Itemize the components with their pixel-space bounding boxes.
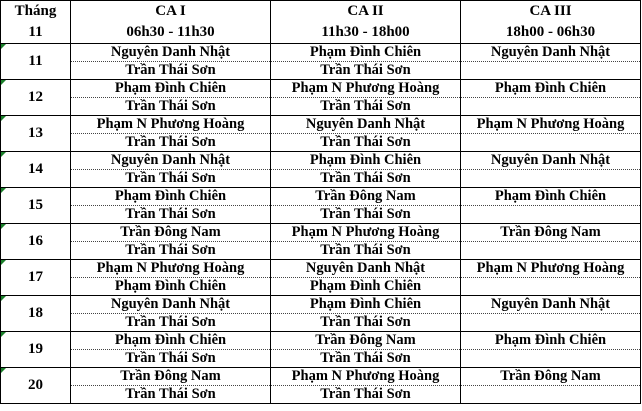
shift-3-cell[interactable]: Phạm Đình Chiên	[461, 188, 641, 206]
table-row	[1, 350, 641, 368]
day-cell[interactable]	[1, 332, 71, 368]
table-row	[1, 332, 641, 350]
shift-2-secondary-cell[interactable]: Trần Thái Sơn	[271, 386, 461, 404]
shift-2-secondary-cell[interactable]: Trần Thái Sơn	[271, 62, 461, 80]
table-row	[1, 62, 641, 80]
cell-marker-icon	[1, 152, 6, 157]
shift-3-cell[interactable]: Phạm Đình Chiên	[461, 80, 641, 98]
table-row	[1, 278, 641, 296]
shift-3-cell[interactable]: Phạm N Phương Hoàng	[461, 260, 641, 278]
day-number: 18	[28, 305, 43, 321]
day-number: 13	[28, 125, 43, 141]
shift-1-primary-cell[interactable]: Phạm N Phương Hoàng	[71, 116, 271, 134]
header-row-times	[1, 22, 641, 44]
day-number: 20	[28, 377, 43, 393]
shift-2-secondary-cell[interactable]: Trần Thái Sơn	[271, 98, 461, 116]
shift-1-secondary-cell[interactable]: Trần Thái Sơn	[71, 386, 271, 404]
cell-marker-icon	[1, 296, 6, 301]
shift-3-cell[interactable]: Phạm Đình Chiên	[461, 332, 641, 350]
shift-1-secondary-cell[interactable]: Trần Thái Sơn	[71, 170, 271, 188]
table-row	[1, 80, 641, 98]
header-row-names	[1, 1, 641, 23]
shift-3-empty-cell[interactable]	[461, 278, 641, 296]
shift-1-primary-cell[interactable]: Nguyên Danh Nhật	[71, 44, 271, 62]
day-cell[interactable]	[1, 368, 71, 404]
table-row	[1, 188, 641, 206]
table-row	[1, 260, 641, 278]
shift-2-secondary-cell[interactable]: Trần Thái Sơn	[271, 134, 461, 152]
shift-2-secondary-cell[interactable]: Trần Thái Sơn	[271, 350, 461, 368]
shift-1-primary-cell[interactable]: Trần Đông Nam	[71, 368, 271, 386]
shift-2-primary-cell[interactable]: Phạm Đình Chiên	[271, 296, 461, 314]
schedule-body	[1, 1, 641, 404]
shift-2-primary-cell[interactable]: Phạm Đình Chiên	[271, 44, 461, 62]
shift-1-secondary-cell[interactable]: Phạm Đình Chiên	[71, 278, 271, 296]
shift-3-time[interactable]: 18h00 - 06h30	[461, 22, 641, 44]
shift-1-primary-cell[interactable]: Nguyên Danh Nhật	[71, 152, 271, 170]
shift-1-primary-cell[interactable]: Nguyên Danh Nhật	[71, 296, 271, 314]
cell-marker-icon	[1, 80, 6, 85]
shift-3-cell[interactable]: Phạm N Phương Hoàng	[461, 116, 641, 134]
table-row	[1, 170, 641, 188]
shift-2-secondary-cell[interactable]: Trần Thái Sơn	[271, 314, 461, 332]
shift-3-empty-cell[interactable]	[461, 134, 641, 152]
shift-1-secondary-cell[interactable]: Trần Thái Sơn	[71, 206, 271, 224]
table-row	[1, 386, 641, 404]
month-label[interactable]: Tháng	[1, 1, 71, 23]
shift-1-primary-cell[interactable]: Phạm Đình Chiên	[71, 332, 271, 350]
cell-marker-icon	[1, 332, 6, 337]
shift-3-cell[interactable]: Nguyên Danh Nhật	[461, 296, 641, 314]
shift-3-empty-cell[interactable]	[461, 170, 641, 188]
day-number: 15	[28, 197, 43, 213]
table-row	[1, 224, 641, 242]
shift-3-empty-cell[interactable]	[461, 350, 641, 368]
day-cell[interactable]	[1, 224, 71, 260]
shift-1-secondary-cell[interactable]: Trần Thái Sơn	[71, 98, 271, 116]
month-value[interactable]: 11	[1, 22, 71, 44]
shift-2-primary-cell[interactable]: Phạm N Phương Hoàng	[271, 80, 461, 98]
day-cell[interactable]	[1, 116, 71, 152]
day-number: 12	[28, 89, 43, 105]
table-row	[1, 296, 641, 314]
day-number: 11	[28, 53, 43, 69]
shift-2-primary-cell[interactable]: Nguyên Danh Nhật	[271, 260, 461, 278]
cell-marker-icon	[1, 116, 6, 121]
day-number: 17	[28, 269, 43, 285]
shift-3-cell[interactable]: Nguyên Danh Nhật	[461, 44, 641, 62]
table-row	[1, 44, 641, 62]
day-cell[interactable]	[1, 152, 71, 188]
shift-2-secondary-cell[interactable]: Trần Thái Sơn	[271, 206, 461, 224]
shift-1-secondary-cell[interactable]: Trần Thái Sơn	[71, 242, 271, 260]
cell-marker-icon	[1, 368, 6, 373]
shift-1-time[interactable]: 06h30 - 11h30	[71, 22, 271, 44]
day-cell[interactable]	[1, 188, 71, 224]
shift-3-empty-cell[interactable]	[461, 62, 641, 80]
shift-3-cell[interactable]: Trần Đông Nam	[461, 224, 641, 242]
shift-1-primary-cell[interactable]: Phạm Đình Chiên	[71, 80, 271, 98]
cell-marker-icon	[1, 44, 6, 49]
shift-1-secondary-cell[interactable]: Trần Thái Sơn	[71, 314, 271, 332]
shift-1-primary-cell[interactable]: Phạm N Phương Hoàng	[71, 260, 271, 278]
table-row	[1, 242, 641, 260]
day-cell[interactable]	[1, 296, 71, 332]
shift-2-primary-cell[interactable]: Phạm N Phương Hoàng	[271, 368, 461, 386]
shift-2-name[interactable]: CA II	[271, 1, 461, 23]
shift-1-primary-cell[interactable]: Trần Đông Nam	[71, 224, 271, 242]
shift-2-time[interactable]: 11h30 - 18h00	[271, 22, 461, 44]
shift-2-primary-cell[interactable]: Trần Đông Nam	[271, 332, 461, 350]
shift-2-primary-cell[interactable]: Trần Đông Nam	[271, 188, 461, 206]
table-row	[1, 314, 641, 332]
shift-1-name[interactable]: CA I	[71, 1, 271, 23]
shift-3-name[interactable]: CA III	[461, 1, 641, 23]
day-cell[interactable]	[1, 80, 71, 116]
shift-1-secondary-cell[interactable]: Trần Thái Sơn	[71, 62, 271, 80]
table-row	[1, 98, 641, 116]
day-number: 16	[28, 233, 43, 249]
shift-1-primary-cell[interactable]: Phạm Đình Chiên	[71, 188, 271, 206]
shift-2-secondary-cell[interactable]: Trần Thái Sơn	[271, 242, 461, 260]
day-cell[interactable]	[1, 260, 71, 296]
cell-marker-icon	[1, 188, 6, 193]
table-row	[1, 152, 641, 170]
table-row	[1, 206, 641, 224]
shift-2-primary-cell[interactable]: Nguyên Danh Nhật	[271, 116, 461, 134]
shift-3-empty-cell[interactable]	[461, 242, 641, 260]
shift-1-secondary-cell[interactable]: Trần Thái Sơn	[71, 134, 271, 152]
shift-1-secondary-cell[interactable]: Trần Thái Sơn	[71, 350, 271, 368]
shift-3-cell[interactable]: Nguyên Danh Nhật	[461, 152, 641, 170]
cell-marker-icon	[1, 260, 6, 265]
shift-2-secondary-cell[interactable]: Phạm Đình Chiên	[271, 278, 461, 296]
shift-2-primary-cell[interactable]: Phạm Đình Chiên	[271, 152, 461, 170]
shift-3-cell[interactable]: Trần Đông Nam	[461, 368, 641, 386]
shift-2-primary-cell[interactable]: Phạm N Phương Hoàng	[271, 224, 461, 242]
table-row	[1, 116, 641, 134]
shift-3-empty-cell[interactable]	[461, 98, 641, 116]
shift-2-secondary-cell[interactable]: Trần Thái Sơn	[271, 170, 461, 188]
day-number: 19	[28, 341, 43, 357]
table-row	[1, 368, 641, 386]
shift-3-empty-cell[interactable]	[461, 206, 641, 224]
day-cell[interactable]	[1, 44, 71, 80]
shift-3-empty-cell[interactable]	[461, 386, 641, 404]
shift-3-empty-cell[interactable]	[461, 314, 641, 332]
table-row	[1, 134, 641, 152]
cell-marker-icon	[1, 224, 6, 229]
day-number: 14	[28, 161, 43, 177]
